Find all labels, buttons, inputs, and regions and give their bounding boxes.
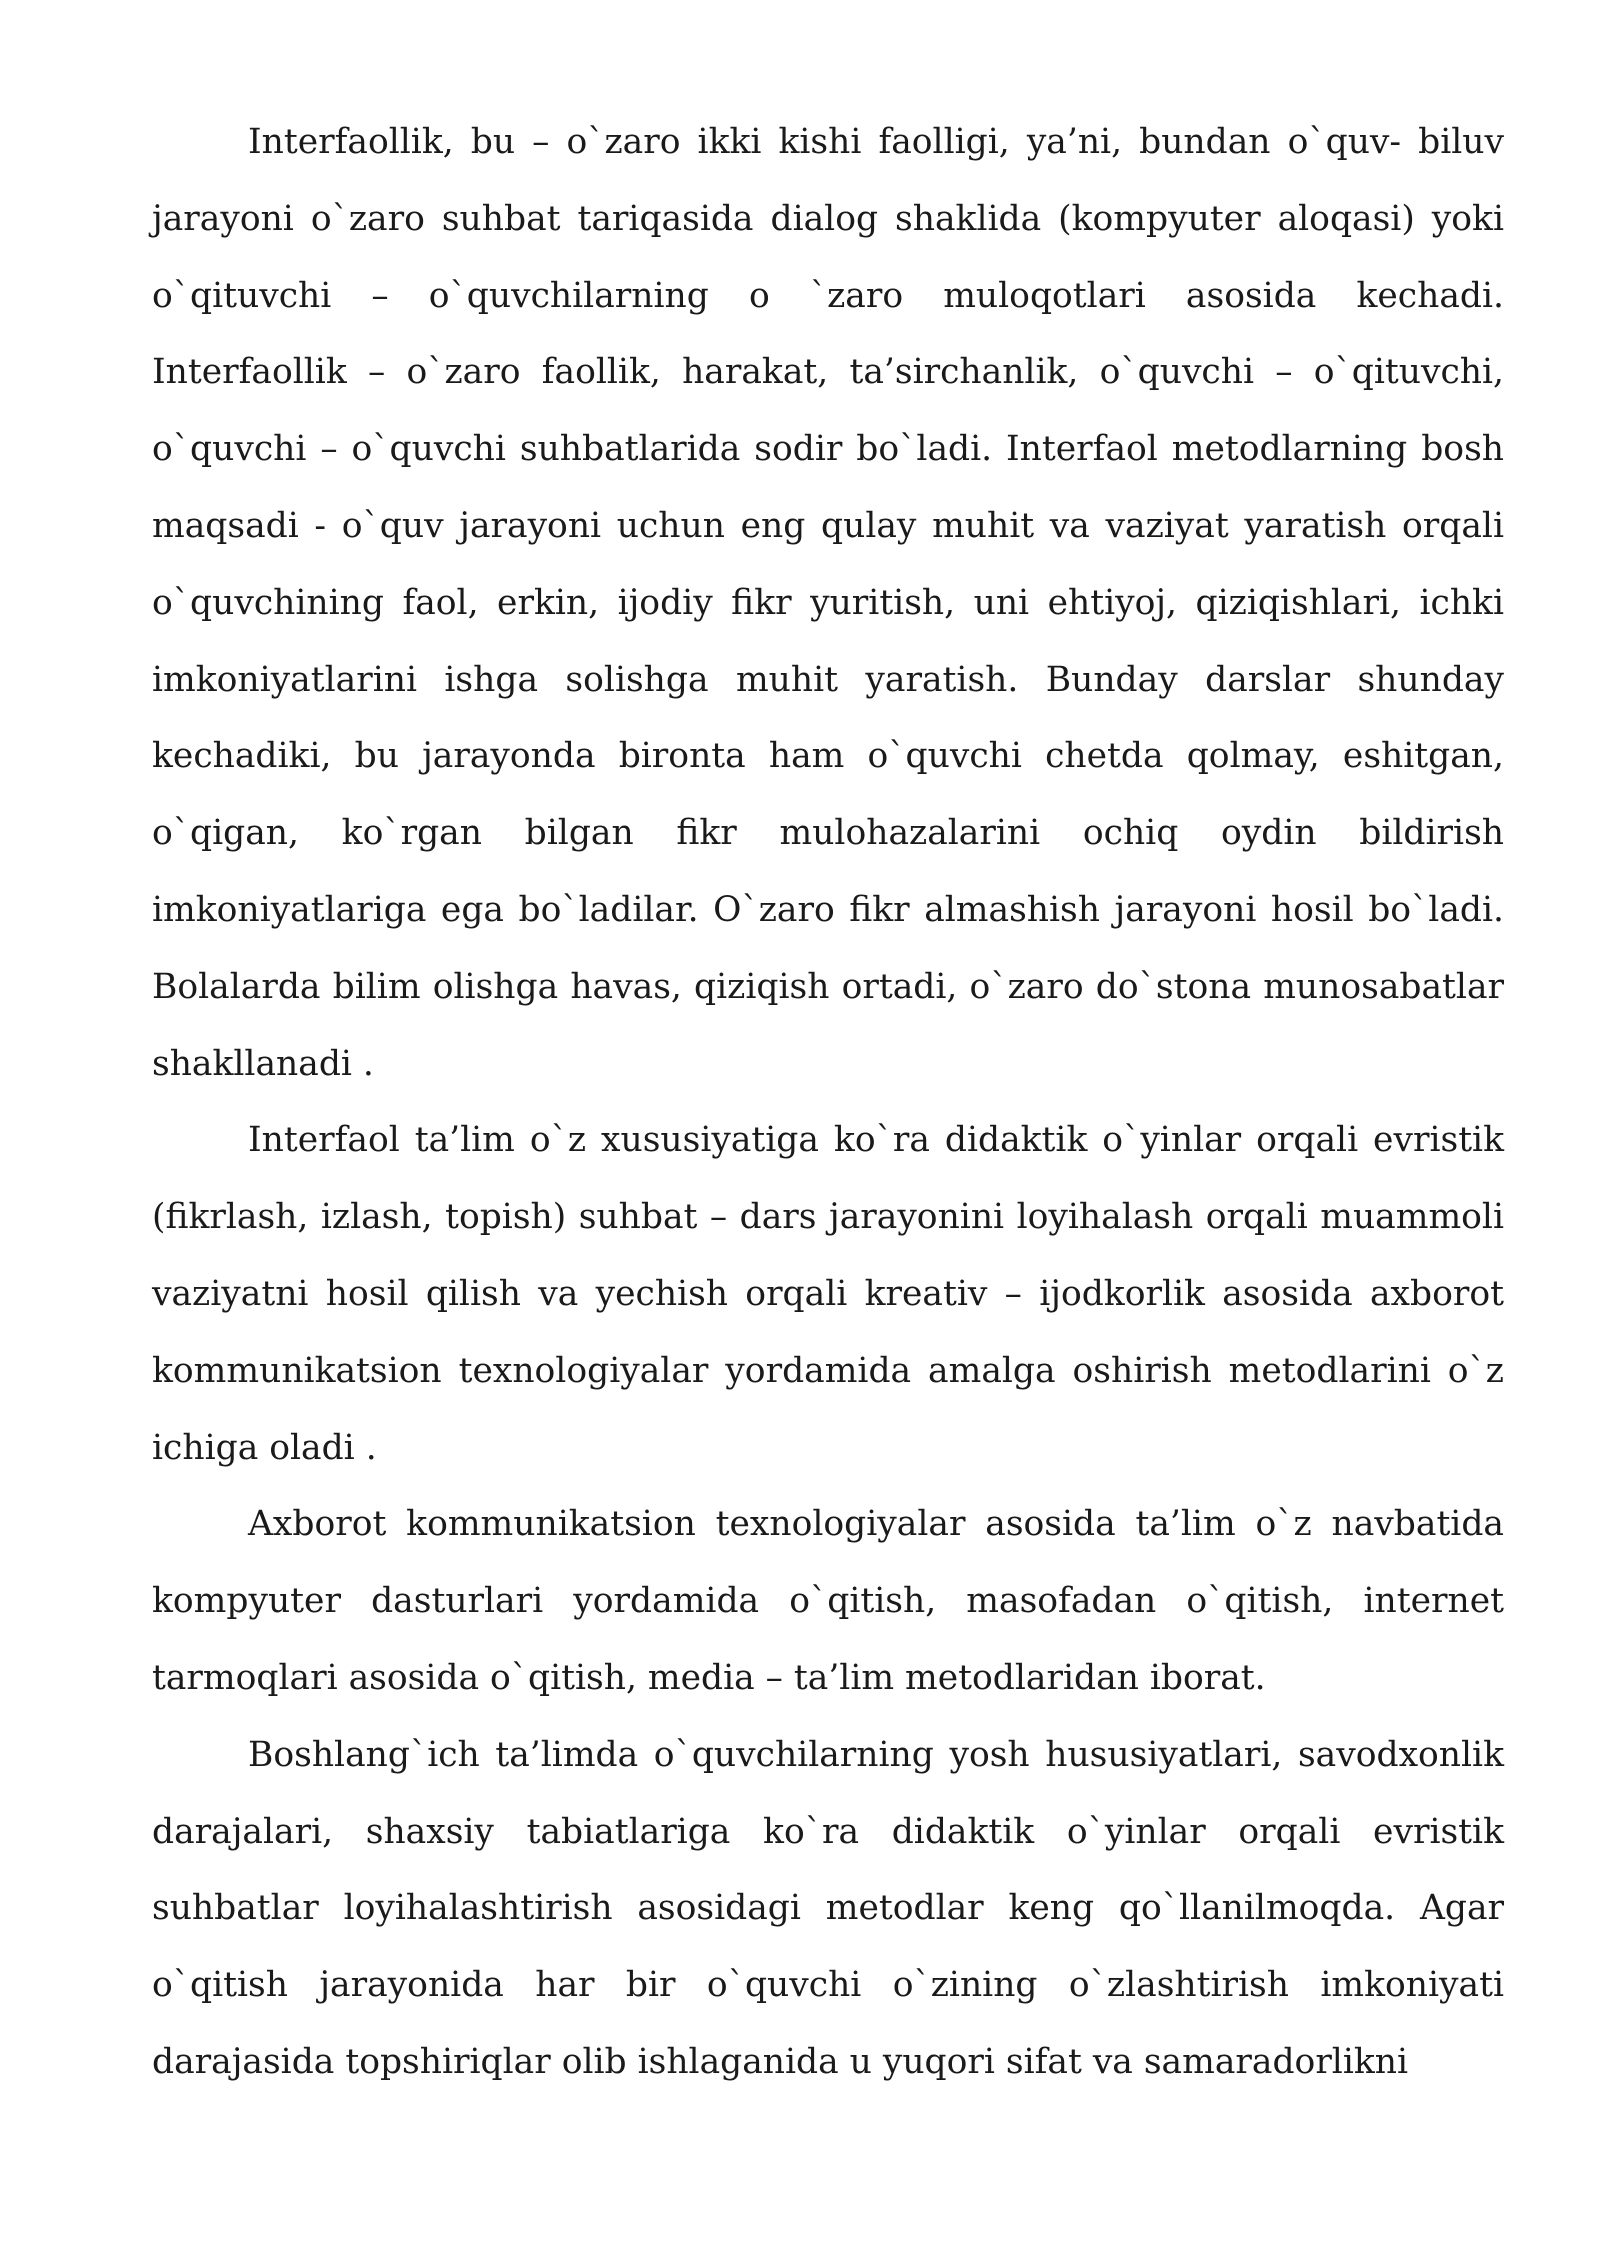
paragraph-interfaol-talim: Interfaol ta’lim o`z xususiyatiga ko`ra didaktik o`yinlar orqali evristik (fikrlash, izlash, topish) suhbat – dars jarayonini loyihalash orqali muammoli vaziyatni hosil qilish va yechish orqali kreativ – ijodkorlik asosida axborot kommunikatsion texnologiyalar yordamida amalga oshirish metodlarini o`z ichiga oladi . bbox=[152, 1120, 1504, 1468]
paragraph-boshlangich-talim: Boshlang`ich ta’limda o`quvchilarning yosh hususiyatlari, savodxonlik darajalari, shaxsiy tabiatlariga ko`ra didaktik o`yinlar orqali evristik suhbatlar loyihalashtirish asosidagi metodlar keng qo`llanilmoqda. Agar o`qitish jarayonida har bir o`quvchi o`zining o`zlashtirish imkoniyati darajasida topshiriqlar olib ishlaganida u yuqori sifat va samaradorlikni bbox=[152, 1734, 1504, 2082]
paragraph-axborot-texnologiyalar: Axborot kommunikatsion texnologiyalar asosida ta’lim o`z navbatida kompyuter dasturlari yordamida o`qitish, masofadan o`qitish, internet tarmoqlari asosida o`qitish, media – ta’lim metodlaridan iborat. bbox=[152, 1504, 1504, 1698]
document-body bbox=[152, 104, 1504, 2101]
paragraph-interfaollik: Interfaollik, bu – o`zaro ikki kishi faolligi, ya’ni, bundan o`quv- biluv jarayoni o`zaro suhbat tariqasida dialog shaklida (kompyuter aloqasi) yoki o`qituvchi – o`quvchilarning o `zaro muloqotlari asosida kechadi. Interfaollik – o`zaro faollik, harakat, ta’sirchanlik, o`quvchi – o`qituvchi, o`quvchi – o`quvchi suhbatlarida sodir bo`ladi. Interfaol metodlarning bosh maqsadi - o`quv jarayoni uchun eng qulay muhit va vaziyat yaratish orqali o`quvchining faol, erkin, ijodiy fikr yuritish, uni ehtiyoj, qiziqishlari, ichki imkoniyatlarini ishga solishga muhit yaratish. Bunday darslar shunday kechadiki, bu jarayonda bironta ham o`quvchi chetda qolmay, eshitgan, o`qigan, ko`rgan bilgan fikr mulohazalarini ochiq oydin bildirish imkoniyatlariga ega bo`ladilar. O`zaro fikr almashish jarayoni hosil bo`ladi. Bolalarda bilim olishga havas, qiziqish ortadi, o`zaro do`stona munosabatlar shakllanadi . bbox=[152, 122, 1504, 1084]
